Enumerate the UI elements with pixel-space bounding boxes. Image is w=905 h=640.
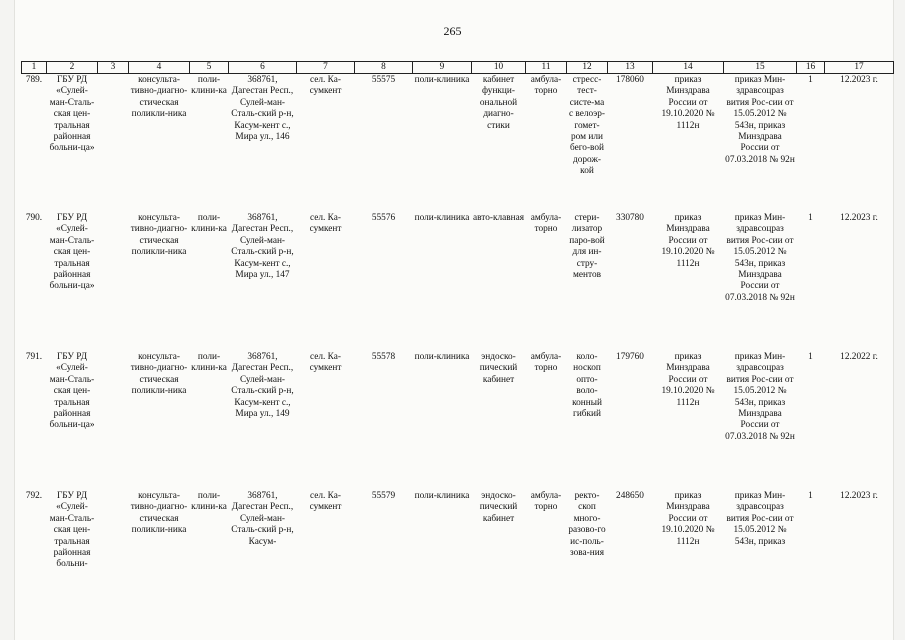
organization-cell: ГБУ РД «Сулей-ман-Сталь-ская цен-тральная районная больни-	[49, 491, 95, 570]
code-cell: 55579	[371, 491, 396, 501]
column-header: 11	[526, 62, 567, 74]
column-header: 12	[567, 62, 608, 74]
column-header: 7	[297, 62, 355, 74]
code-cell: 55578	[371, 352, 396, 362]
care-mode-cell: амбула-торно	[530, 213, 562, 235]
row-number: 791.	[25, 352, 43, 362]
table-row	[22, 74, 894, 213]
table-row	[22, 351, 894, 490]
quantity-cell: 1	[808, 352, 813, 362]
room-cell: эндоско-пический кабинет	[479, 352, 518, 385]
empty-cell	[98, 351, 129, 490]
care-mode-cell: амбула-торно	[530, 352, 562, 374]
division-cell: консульта-тивно-диагно-стическая поликли-ника	[130, 213, 188, 258]
equipment-cell: коло-носкоп опто-воло-конный гибкий	[572, 352, 602, 420]
date-cell: 12.2022 г.	[840, 352, 878, 362]
care-mode-cell: амбула-торно	[530, 75, 562, 97]
address-cell: 368761, Дагестан Респ., Сулей-ман-Сталь-ский р-н, Касум-кент с., Мира ул., 149	[231, 352, 294, 420]
table-row	[22, 212, 894, 351]
division-cell: консульта-тивно-диагно-стическая поликли-ника	[130, 75, 188, 120]
code-cell: 55576	[371, 213, 396, 223]
column-header: 15	[724, 62, 797, 74]
register-table	[21, 61, 894, 591]
care-mode-cell: амбула-торно	[530, 491, 562, 513]
column-header: 3	[98, 62, 129, 74]
equipment-cell: стери-лизатор паро-вой для ин-стру-ментов	[569, 213, 605, 281]
empty-cell	[98, 74, 129, 213]
date-cell: 12.2023 г.	[840, 213, 878, 223]
column-header: 14	[653, 62, 724, 74]
division-cell: консульта-тивно-диагно-стическая поликли-ника	[130, 491, 188, 536]
quantity-cell: 1	[808, 75, 813, 85]
column-header: 6	[229, 62, 297, 74]
column-header: 4	[129, 62, 190, 74]
amount-cell: 330780	[616, 213, 644, 223]
amount-cell: 178060	[616, 75, 644, 85]
quantity-cell: 1	[808, 491, 813, 501]
locality-cell: сел. Ка-сумкент	[309, 213, 342, 235]
column-header: 17	[825, 62, 894, 74]
department-cell: поли-клиника	[414, 75, 470, 85]
department-cell: поли-клиника	[414, 352, 470, 362]
order-cell: приказ Минздрава России от 19.10.2020 № 1112н	[661, 213, 715, 269]
room-cell: эндоско-пический кабинет	[479, 491, 518, 524]
empty-cell	[98, 490, 129, 591]
room-cell: кабинет функци-ональной диагно-стики	[479, 75, 518, 131]
organization-cell: ГБУ РД «Сулей-ман-Сталь-ская цен-тральная районная больни-ца»	[49, 75, 95, 154]
row-number: 790.	[25, 213, 43, 223]
address-cell: 368761, Дагестан Респ., Сулей-ман-Сталь-ский р-н, Касум-кент с., Мира ул., 147	[231, 213, 294, 281]
row-number: 789.	[25, 75, 43, 85]
column-header: 5	[190, 62, 229, 74]
locality-cell: сел. Ка-сумкент	[309, 75, 342, 97]
address-cell: 368761, Дагестан Респ., Сулей-ман-Сталь-ский р-н, Касум-кент с., Мира ул., 146	[231, 75, 294, 143]
organization-cell: ГБУ РД «Сулей-ман-Сталь-ская цен-тральная районная больни-ца»	[49, 352, 95, 431]
date-cell: 12.2023 г.	[840, 75, 878, 85]
standard-cell: приказ Мин-здравсоцраз вития Рос-сии от 15.05.2012 № 543н, приказ	[726, 491, 794, 547]
standard-cell: приказ Мин-здравсоцраз вития Рос-сии от 15.05.2012 № 543н, приказ Минздрава России от 07.03.2018 № 92н	[725, 213, 795, 303]
department-cell: поли-клиника	[414, 213, 470, 223]
standard-cell: приказ Мин-здравсоцраз вития Рос-сии от 15.05.2012 № 543н, приказ Минздрава России от 07.03.2018 № 92н	[725, 352, 795, 442]
table-row	[22, 490, 894, 591]
page-number: 265	[443, 24, 462, 38]
date-cell: 12.2023 г.	[840, 491, 878, 501]
standard-cell: приказ Мин-здравсоцраз вития Рос-сии от 15.05.2012 № 543н, приказ Минздрава России от 07.03.2018 № 92н	[725, 75, 795, 165]
locality-cell: сел. Ка-сумкент	[309, 352, 342, 374]
facility-type-cell: поли-клини-ка	[191, 213, 227, 235]
department-cell: поли-клиника	[414, 491, 470, 501]
column-header: 13	[608, 62, 653, 74]
division-cell: консульта-тивно-диагно-стическая поликли-ника	[130, 352, 188, 397]
address-cell: 368761, Дагестан Респ., Сулей-ман-Сталь-ский р-н, Касум-	[231, 491, 294, 547]
quantity-cell: 1	[808, 213, 813, 223]
locality-cell: сел. Ка-сумкент	[309, 491, 342, 513]
order-cell: приказ Минздрава России от 19.10.2020 № 1112н	[661, 75, 715, 131]
facility-type-cell: поли-клини-ка	[191, 491, 227, 513]
amount-cell: 248650	[616, 491, 644, 501]
facility-type-cell: поли-клини-ка	[191, 75, 227, 97]
column-header: 10	[472, 62, 526, 74]
facility-type-cell: поли-клини-ка	[191, 352, 227, 374]
column-header: 2	[47, 62, 98, 74]
column-number-row	[22, 62, 894, 74]
equipment-cell: стресс-тест-систе-ма с велоэр-гомет-ром или бего-вой дорож-кой	[568, 75, 606, 177]
column-header: 9	[413, 62, 472, 74]
order-cell: приказ Минздрава России от 19.10.2020 № 1112н	[661, 352, 715, 408]
organization-cell: ГБУ РД «Сулей-ман-Сталь-ская цен-тральная районная больни-ца»	[49, 213, 95, 292]
column-header: 8	[355, 62, 413, 74]
room-cell: авто-клавная	[472, 213, 525, 223]
code-cell: 55575	[371, 75, 396, 85]
order-cell: приказ Минздрава России от 19.10.2020 № 1112н	[661, 491, 715, 547]
amount-cell: 179760	[616, 352, 644, 362]
empty-cell	[98, 212, 129, 351]
equipment-cell: ректо-скоп много-разово-го ис-поль-зова-ния	[568, 491, 606, 559]
column-header: 16	[797, 62, 825, 74]
column-header: 1	[22, 62, 47, 74]
row-number: 792.	[25, 491, 43, 501]
